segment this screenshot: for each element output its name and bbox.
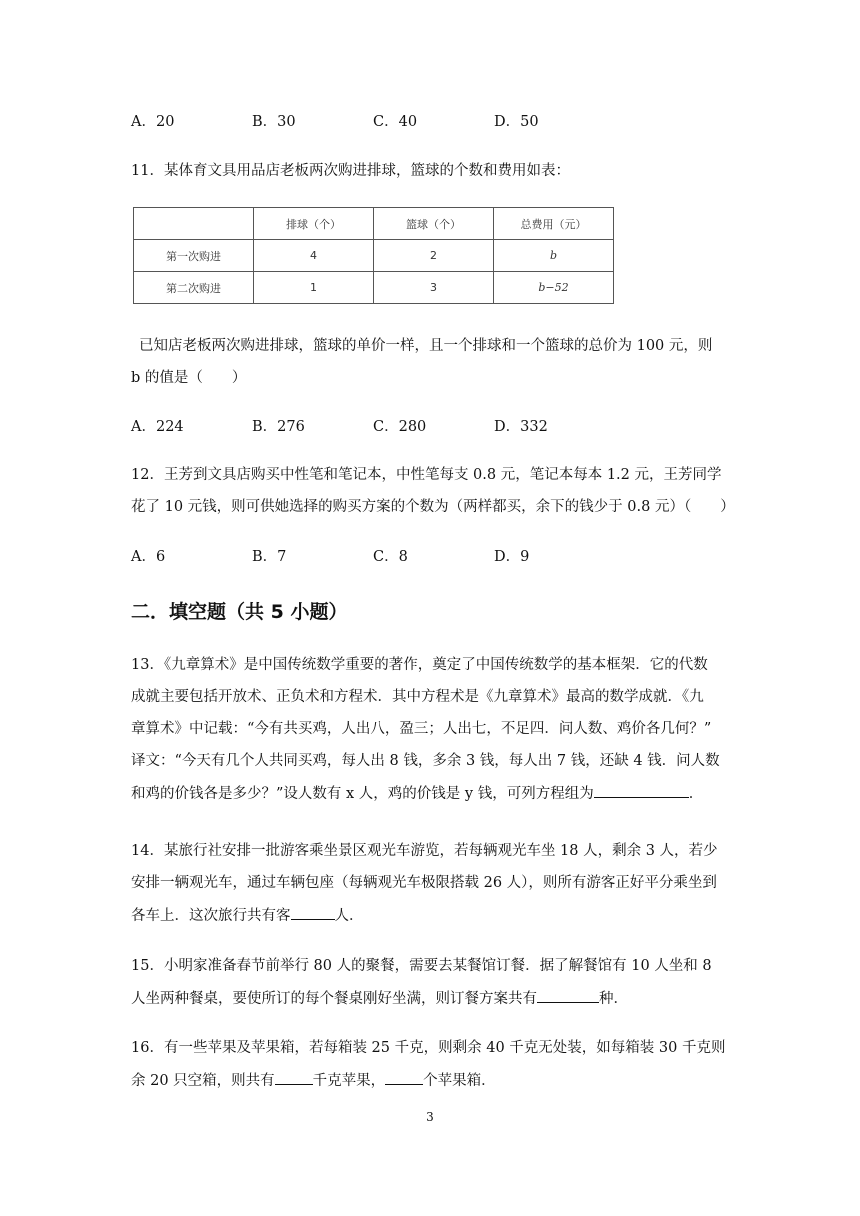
- q12-option-d: D．9: [494, 549, 530, 565]
- table-cell: 3: [374, 272, 494, 304]
- q11-options: [131, 417, 615, 437]
- table-header-row: [134, 208, 614, 240]
- q16-boxes-blank[interactable]: [385, 1070, 423, 1085]
- q10-option-d: D．50: [494, 114, 539, 130]
- table-cell: 1: [254, 272, 374, 304]
- q13-line2: 成就主要包括开放术、正负术和方程术．其中方程术是《九章算术》最高的数学成就．《九: [131, 689, 704, 705]
- table-header-cell: [134, 208, 254, 240]
- q10-option-b: B．30: [252, 114, 296, 130]
- page-number: 3: [426, 1110, 434, 1124]
- q13-line5-end: ．: [688, 786, 704, 802]
- q12-option-a: A．6: [131, 549, 166, 565]
- q15-answer-blank[interactable]: [537, 988, 599, 1003]
- q14-line2: 安排一辆观光车，通过车辆包座（每辆观光车极限搭载 26 人），则所有游客正好平分乘坐到: [131, 875, 717, 891]
- q11-text-line1: 已知店老板两次购进排球，篮球的单价一样，且一个排球和一个篮球的总价为 100 元，则: [139, 338, 713, 354]
- table-cell: 4: [254, 240, 374, 272]
- q16-line1: 16．有一些苹果及苹果箱，若每箱装 25 千克，则剩余 40 千克无处装，如每箱装 30 千克则: [131, 1040, 726, 1056]
- q12-line2: 花了 10 元钱，则可供她选择的购买方案的个数为（两样都买，余下的钱少于 0.8 元）（ ）: [131, 499, 735, 515]
- q14-line1: 14．某旅行社安排一批游客乘坐景区观光车游览，若每辆观光车坐 18 人，剩余 3 人，若少: [131, 843, 718, 859]
- q11-option-b: B．276: [252, 419, 305, 435]
- q15-line2-end: 种．: [599, 991, 628, 1007]
- q13-answer-blank[interactable]: [594, 783, 689, 798]
- table-cell: b−52: [494, 272, 614, 304]
- table-cell: 第一次购进: [134, 240, 254, 272]
- q10-options: [131, 112, 615, 132]
- table-row: [134, 272, 614, 304]
- q14-line3-text: 各车上．这次旅行共有客: [131, 908, 291, 924]
- q12-options: [131, 547, 615, 567]
- q15-line1: 15．小明家准备春节前举行 80 人的聚餐，需要去某餐馆订餐．据了解餐馆有 10 人坐和 8: [131, 958, 712, 974]
- table-cell: 第二次购进: [134, 272, 254, 304]
- q13-line5-text: 和鸡的价钱各是多少？”设人数有 x 人，鸡的价钱是 y 钱，可列方程组为: [131, 786, 594, 802]
- table-cell: b: [494, 240, 614, 272]
- q14-answer-blank[interactable]: [291, 905, 335, 920]
- q10-option-a: A．20: [131, 114, 175, 130]
- q12-option-c: C．8: [373, 549, 408, 565]
- q14-line3-end: 人．: [334, 908, 364, 924]
- table-row: [134, 240, 614, 272]
- q16-line2-end: 个苹果箱．: [423, 1073, 496, 1089]
- q13-line5: [131, 783, 703, 804]
- q11-text-line2: b 的值是（ ）: [131, 370, 247, 386]
- q15-line2-text: 人坐两种餐桌，要使所订的每个餐桌刚好坐满，则订餐方案共有: [131, 991, 537, 1007]
- q14-line3: [131, 905, 364, 926]
- q16-line2: [131, 1070, 496, 1091]
- q10-option-c: C．40: [373, 114, 418, 130]
- q11-option-d: D．332: [494, 419, 548, 435]
- q11-table: [133, 207, 614, 304]
- q16-line2-mid: 千克苹果，: [312, 1073, 386, 1089]
- q11-option-a: A．224: [131, 419, 184, 435]
- q12-line1: 12．王芳到文具店购买中性笔和笔记本，中性笔每支 0.8 元，笔记本每本 1.2 元，王芳同学: [131, 467, 722, 483]
- table-header-cell: 排球（个）: [254, 208, 374, 240]
- q11-stem: 11．某体育文具用品店老板两次购进排球，篮球的个数和费用如表：: [131, 163, 570, 179]
- q13-line4: 译文：“今天有几个人共同买鸡，每人出 8 钱，多余 3 钱，每人出 7 钱，还缺 4 钱．问人数: [131, 753, 720, 769]
- table-header-cell: 总费用（元）: [494, 208, 614, 240]
- q13-line1: 13．《九章算术》是中国传统数学重要的著作，奠定了中国传统数学的基本框架．它的代数: [131, 657, 708, 673]
- q11-option-c: C．280: [373, 419, 427, 435]
- q15-line2: [131, 988, 628, 1009]
- q12-option-b: B．7: [252, 549, 287, 565]
- table-cell: 2: [374, 240, 494, 272]
- q16-apples-blank[interactable]: [275, 1070, 313, 1085]
- q13-line3: 章算术》中记载：“今有共买鸡，人出八，盈三；人出七，不足四．问人数、鸡价各几何？”: [131, 721, 712, 737]
- table-header-cell: 篮球（个）: [374, 208, 494, 240]
- section-title: 二．填空题（共 5 小题）: [131, 601, 348, 623]
- q16-line2-text: 余 20 只空箱，则共有: [131, 1073, 275, 1089]
